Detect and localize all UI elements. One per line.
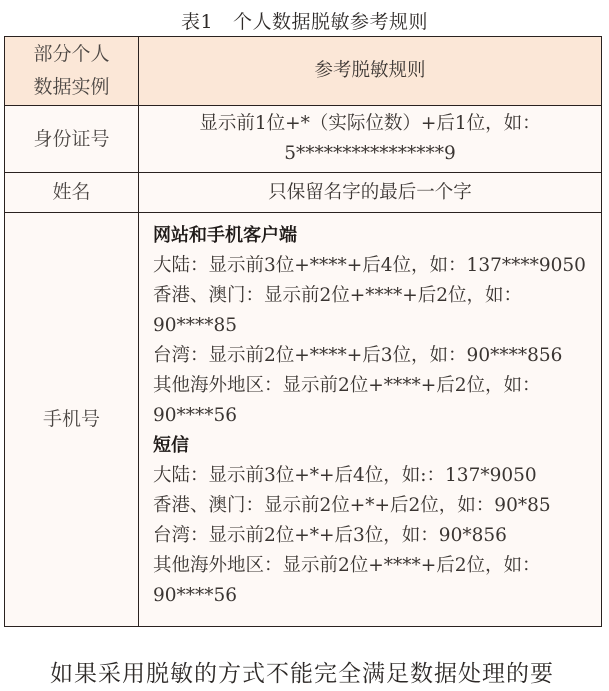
header-cell-data-example — [5, 37, 139, 106]
table-title: 个人数据脱敏参考规则 — [233, 11, 429, 33]
header-cell-rule: 参考脱敏规则 — [139, 37, 602, 106]
rule-line: 其他海外地区：显示前2位+****+后2位，如： — [153, 555, 541, 576]
row-rule: 只保留名字的最后一个字 — [139, 173, 602, 213]
table-caption — [0, 7, 609, 34]
header-label-line1: 部分个人 — [33, 43, 110, 65]
rule-line: 香港、澳门：显示前2位+*+后2位，如：90*85 — [153, 495, 551, 516]
header-label-line2: 数据实例 — [33, 76, 110, 98]
rule-example: 5****************9 — [284, 143, 456, 164]
row-label: 姓名 — [5, 173, 139, 213]
table-row-phone — [5, 213, 602, 627]
body-paragraph: 如果采用脱敏的方式不能完全满足数据处理的要 — [50, 661, 554, 687]
section-heading-web-app: 网站和手机客户端 — [153, 225, 297, 246]
table-row-id-number — [5, 106, 602, 173]
rule-line: 大陆：显示前3位+*+后4位，如:：137*9050 — [153, 465, 537, 486]
rule-line: 显示前1位+*（实际位数）+后1位，如： — [199, 113, 541, 134]
rule-line: 大陆：显示前3位+****+后4位，如：137****9050 — [153, 255, 586, 276]
rule-line: 台湾：显示前2位+****+后3位，如：90****856 — [153, 345, 563, 366]
rule-line: 香港、澳门：显示前2位+****+后2位，如： — [153, 285, 523, 306]
rule-line: 其他海外地区：显示前2位+****+后2位，如： — [153, 375, 541, 396]
rule-line: 90****85 — [153, 315, 238, 336]
section-heading-sms: 短信 — [153, 435, 189, 456]
table-number: 表1 — [180, 11, 214, 33]
row-rule — [139, 106, 602, 173]
row-label: 手机号 — [5, 213, 139, 627]
rule-line: 90****56 — [153, 405, 238, 426]
row-label: 身份证号 — [5, 106, 139, 173]
desensitization-rules-table — [4, 36, 602, 627]
rule-line: 台湾：显示前2位+*+后3位，如：90*856 — [153, 525, 507, 546]
table-row-name — [5, 173, 602, 213]
rule-line: 90****56 — [153, 585, 238, 606]
row-rule-phone — [139, 213, 602, 627]
table-header-row — [5, 37, 602, 106]
